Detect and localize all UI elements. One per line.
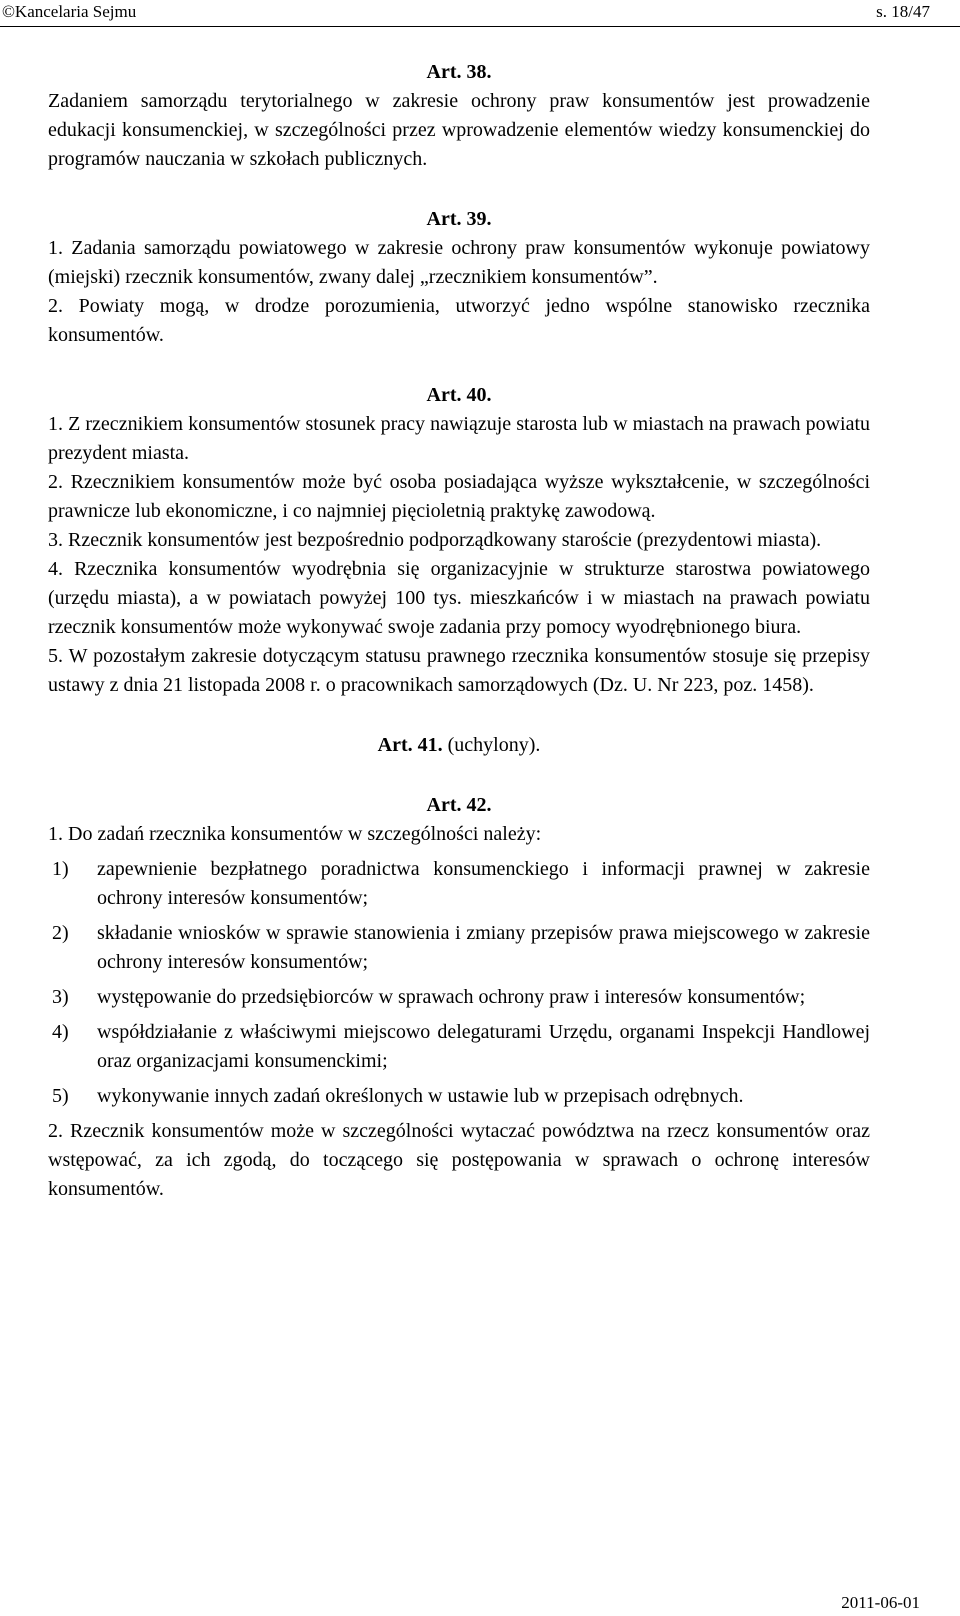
list-item-number: 1) [52, 858, 69, 880]
paragraph-number: 3. [48, 529, 63, 551]
paragraph-number: 4. [48, 558, 63, 580]
list-item [48, 919, 870, 977]
header-page-number: s. 18/47 [876, 2, 930, 21]
list-item-text: zapewnienie bezpłatnego poradnictwa konsumenckiego i informacji prawnej w zakresie ochrony interesów konsumentów; [97, 858, 870, 909]
art-42-title: Art. 42. [426, 794, 492, 816]
list-item-text: wykonywanie innych zadań określonych w ustawie lub w przepisach odrębnych. [97, 1085, 744, 1107]
art-38-title: Art. 38. [426, 61, 492, 83]
list-item-number: 4) [52, 1021, 69, 1043]
art-41-line [48, 731, 870, 760]
art-39-paragraph-2 [48, 292, 870, 350]
list-item [48, 1018, 870, 1076]
paragraph-text: Rzecznikiem konsumentów może być osoba posiadająca wyższe wykształcenie, w szczególności prawnicze lub ekonomiczne, i co najmniej pięcioletnią praktykę zawodową. [48, 471, 870, 522]
paragraph-text: Do zadań rzecznika konsumentów w szczególności należy: [68, 823, 542, 845]
paragraph-text: Rzecznika konsumentów wyodrębnia się organizacyjnie w strukturze starostwa powiatowego (urzędu miasta), a w powiatach powyżej 100 tys. mieszkańców i w miastach na prawach powiatu rzecznik konsumentów może wykonywać swoje zadania przy pomocy wyodrębnionego biura. [48, 558, 871, 638]
art-41-status: (uchylony). [447, 734, 541, 756]
art-38-text: Zadaniem samorządu terytorialnego w zakresie ochrony praw konsumentów jest prowadzenie edukacji konsumenckiej, w szczególności przez wprowadzenie elementów wiedzy konsumenckiej do programów nauczania w szkołach publicznych. [48, 90, 870, 170]
art-40-title: Art. 40. [426, 384, 492, 406]
list-item-number: 3) [52, 986, 69, 1008]
list-item-text: współdziałanie z właściwymi miejscowo delegaturami Urzędu, organami Inspekcji Handlowej oraz organizacjami konsumenckimi; [97, 1021, 870, 1072]
art-41-title: Art. 41. [377, 734, 443, 756]
paragraph-number: 1. [48, 823, 63, 845]
list-item-text: występowanie do przedsiębiorców w sprawach ochrony praw i interesów konsumentów; [97, 986, 806, 1008]
art-40-paragraph-2 [48, 468, 870, 526]
header-source: ©Kancelaria Sejmu [2, 2, 137, 21]
paragraph-number: 5. [48, 645, 63, 667]
paragraph-text: Z rzecznikiem konsumentów stosunek pracy nawiązuje starosta lub w miastach na prawach powiatu prezydent miasta. [48, 413, 870, 464]
art-39-title: Art. 39. [426, 208, 492, 230]
paragraph-text: W pozostałym zakresie dotyczącym statusu prawnego rzecznika konsumentów stosuje się przepisy ustawy z dnia 21 listopada 2008 r. o pracownikach samorządowych (Dz. U. Nr 223, poz. 1458). [48, 645, 870, 696]
art-40-paragraph-5 [48, 642, 870, 700]
art-42-paragraph-2 [48, 1117, 870, 1204]
paragraph-number: 1. [48, 237, 63, 259]
page-header [0, 0, 960, 26]
paragraph-text: Zadania samorządu powiatowego w zakresie ochrony praw konsumentów wykonuje powiatowy (miejski) rzecznik konsumentów, zwany dalej „rzecznikiem konsumentów”. [48, 237, 870, 288]
list-item [48, 855, 870, 913]
paragraph-number: 2. [48, 1120, 63, 1142]
paragraph-text: Rzecznik konsumentów jest bezpośrednio podporządkowany staroście (prezydentowi miasta). [68, 529, 822, 551]
footer-date: 2011-06-01 [841, 1593, 920, 1612]
list-item-number: 2) [52, 922, 69, 944]
list-item [48, 983, 870, 1012]
art-40-paragraph-3 [48, 526, 870, 555]
list-item-number: 5) [52, 1085, 69, 1107]
paragraph-text: Rzecznik konsumentów może w szczególności wytaczać powództwa na rzecz konsumentów oraz wstępować, za ich zgodą, do toczącego się postępowania w sprawach o ochronę interesów konsumentów. [48, 1120, 870, 1200]
header-rule [0, 26, 960, 27]
paragraph-text: Powiaty mogą, w drodze porozumienia, utworzyć jedno wspólne stanowisko rzecznika konsumentów. [48, 295, 870, 346]
list-item-text: składanie wniosków w sprawie stanowienia i zmiany przepisów prawa miejscowego w zakresie ochrony interesów konsumentów; [97, 922, 870, 973]
list-item [48, 1082, 870, 1111]
document-body [48, 58, 870, 1204]
art-42-paragraph-1-intro [48, 820, 870, 849]
art-39-paragraph-1 [48, 234, 870, 292]
paragraph-number: 1. [48, 413, 63, 435]
art-40-paragraph-4 [48, 555, 870, 642]
paragraph-number: 2. [48, 295, 63, 317]
art-40-paragraph-1 [48, 410, 870, 468]
paragraph-number: 2. [48, 471, 63, 493]
